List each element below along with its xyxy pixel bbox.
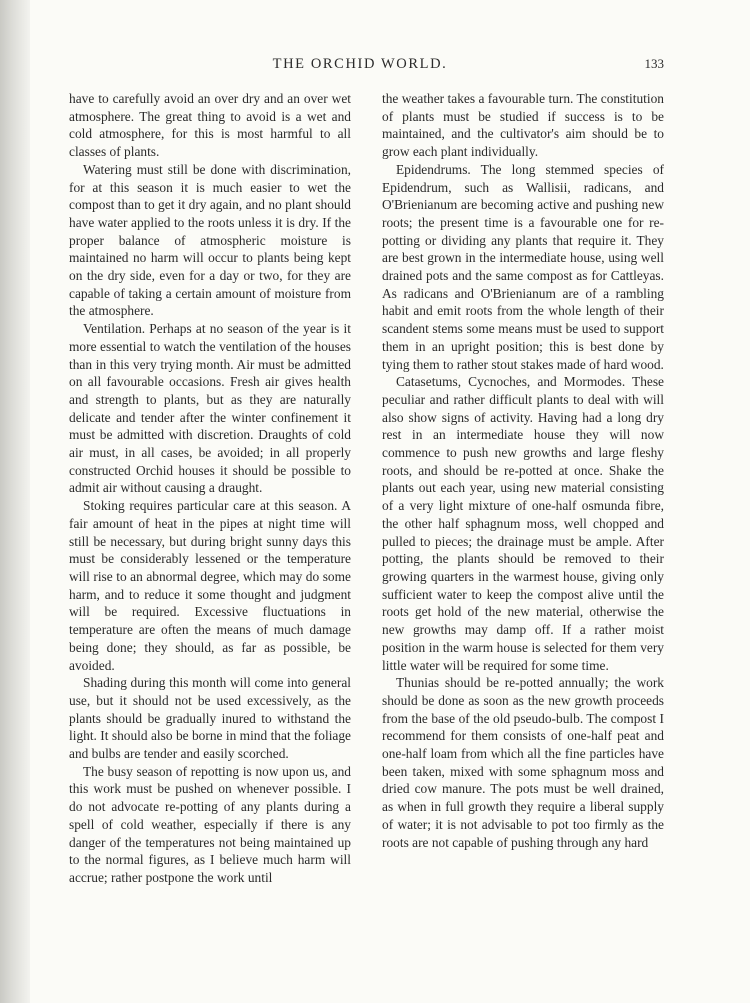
page-binding-shadow bbox=[0, 0, 30, 1003]
paragraph: the weather takes a favourable turn. The constitution of plants must be studied if success is to be maintained, and the cultivator's aim should be to grow each plant individually. bbox=[382, 91, 664, 160]
running-title: THE ORCHID WORLD. bbox=[272, 56, 448, 72]
paragraph: Ventilation. Perhaps at no season of the year is it more essential to watch the ventilation of the houses than in this very trying month. Air must be admitted on all favourable occasions. Fresh air gives health and strength to plants, but as they are naturally delicate and tender after the winter confinement it must be admitted with discretion. Draughts of cold air must, in all cases, be avoided; in all properly constructed Orchid houses it should be possible to admit air without causing a draught. bbox=[69, 321, 351, 496]
running-header bbox=[60, 54, 664, 78]
left-column bbox=[69, 90, 351, 887]
paragraph: Shading during this month will come into general use, but it should not be used excessively, as the plants should be gradually inured to withstand the light. It should also be borne in mind that the foliage and bulbs are tender and easily scorched. bbox=[69, 675, 351, 762]
page-number: 133 bbox=[644, 56, 664, 71]
paragraph: Thunias should be re-potted annually; the work should be done as soon as the new growth proceeds from the base of the old pseudo-bulb. The compost I recommend for them consists of one-half peat and one-half loam from which all the fine particles have been taken, mixed with some sphagnum moss and dried cow manure. The pots must be well drained, as when in full growth they require a liberal supply of water; it is not advisable to pot too firmly as the roots are not capable of pushing through any hard bbox=[382, 675, 664, 850]
paragraph: have to carefully avoid an over dry and an over wet atmosphere. The great thing to avoid is a wet and cold atmosphere, for this is most harmful to all classes of plants. bbox=[69, 91, 351, 160]
paragraph: Stoking requires particular care at this season. A fair amount of heat in the pipes at night time will still be necessary, but during bright sunny days this must be considerably lessened or the temperature will rise to an abnormal degree, which may do some harm, and to reduce it some thought and judgment will be required. Excessive fluctuations in temperature are often the means of much damage being done; they should, as far as possible, be avoided. bbox=[69, 498, 351, 673]
paragraph: Epidendrums. The long stemmed species of Epidendrum, such as Wallisii, radicans, and O'Brienianum are becoming active and pushing new roots; the present time is a favourable one for re-potting or dividing any plants that require it. They are best grown in the intermediate house, using well drained pots and the same compost as for Cattleyas. As radicans and O'Brienianum are of a rambling habit and emit roots from the whole length of their scandent stems some means must be used to support them in an upright position; this is best done by tying them to rather stout stakes made of hard wood. bbox=[382, 161, 664, 372]
paragraph: Watering must still be done with discrimination, for at this season it is much easier to wet the compost than to get it dry again, and no plant should have water applied to the roots unless it is dry. If the proper balance of atmospheric moisture is maintained no harm will occur to plants being kept on the dry side, even for a day or two, for they are capable of taking a certain amount of moisture from the atmosphere. bbox=[69, 161, 351, 319]
right-column bbox=[382, 90, 664, 851]
paragraph: The busy season of repotting is now upon us, and this work must be pushed on whenever possible. I do not advocate re-potting of any plants during a spell of cold weather, especially if there is any danger of the temperatures not being maintained up to the normal figures, as I believe much harm will accrue; rather postpone the work until bbox=[69, 763, 351, 885]
paragraph: Catasetums, Cycnoches, and Mormodes. These peculiar and rather difficult plants to deal with will also show signs of activity. Having had a long dry rest in an intermediate house they will now commence to push new growths and large fleshy roots, and should be re-potted at once. Shake the plants out each year, using new material consisting of a very light mixture of one-half osmunda fibre, the other half sphagnum moss, well chopped and pulled to pieces; the drainage must be ample. After potting, the plants should be removed to their growing quarters in the warmest house, giving only sufficient water to keep the compost alive until the roots get hold of the new material, otherwise the new growths may damp off. If a rather moist position in the warm house is selected for them very little water will be required for some time. bbox=[382, 374, 664, 673]
